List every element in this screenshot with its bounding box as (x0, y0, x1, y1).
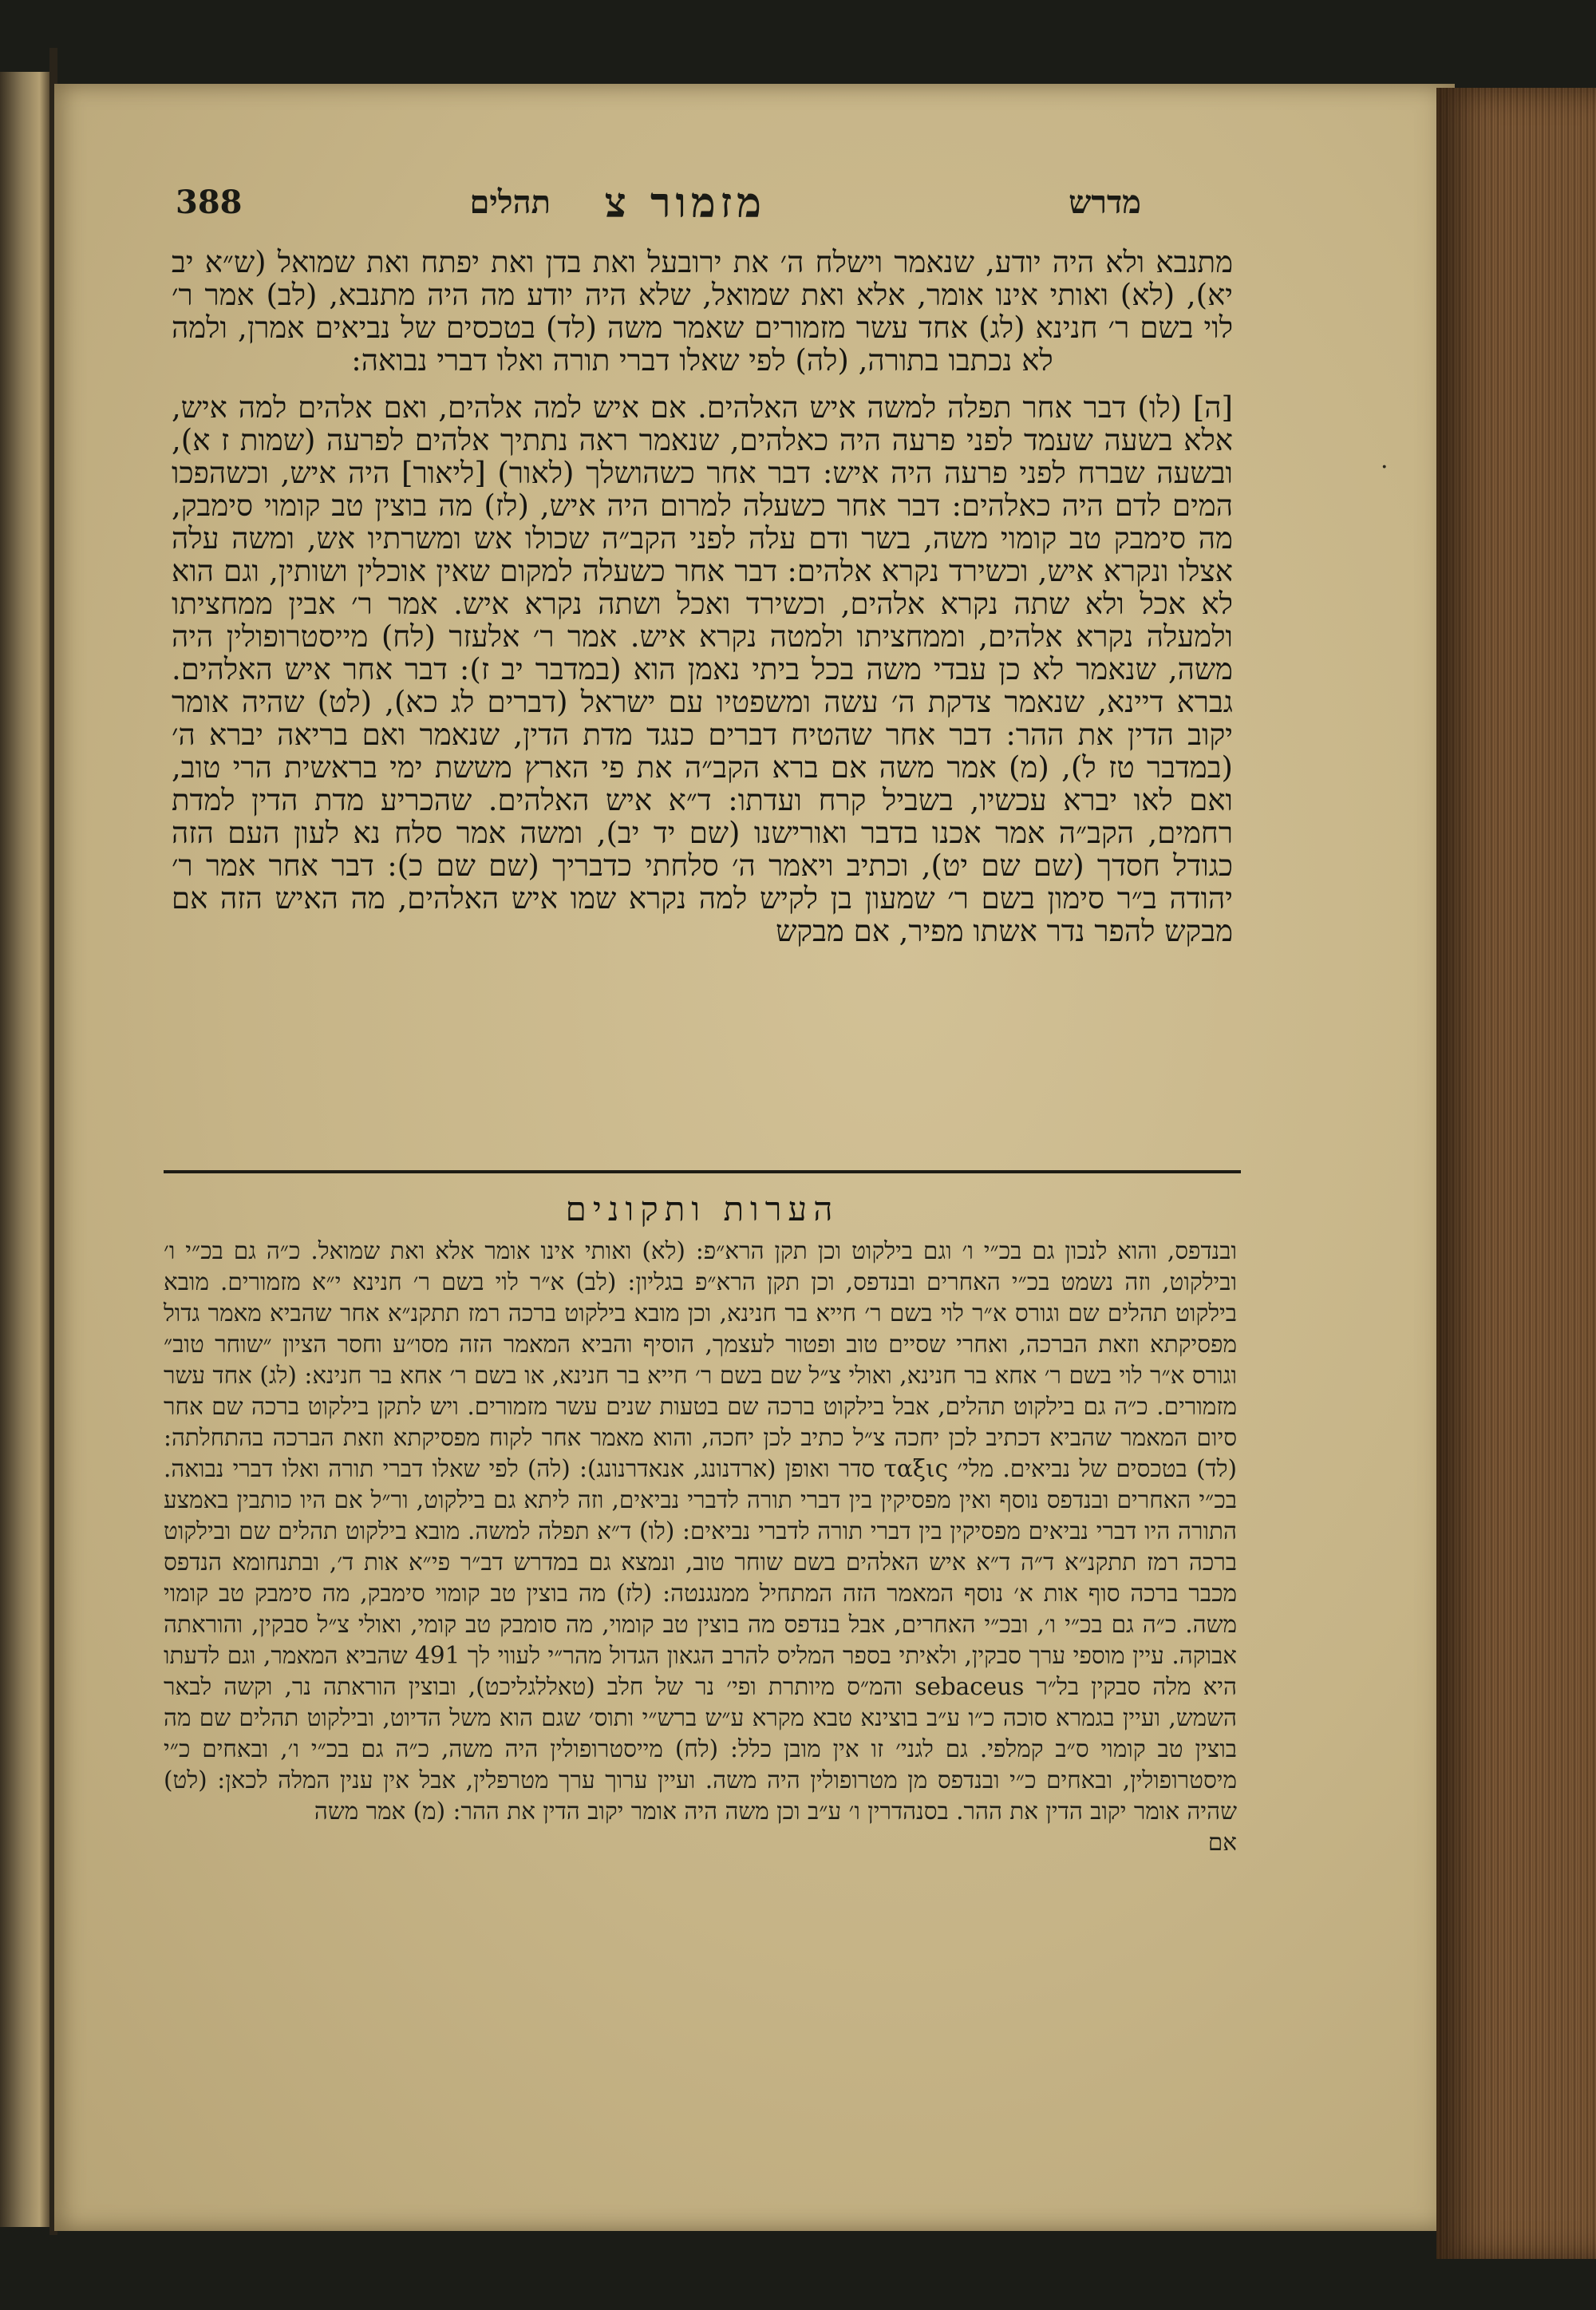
header-psalm-title: מזמור צ (604, 179, 766, 227)
section-divider-rule (164, 1170, 1241, 1173)
notes-catchword: אם (1207, 1829, 1237, 1856)
main-text-body (172, 246, 1233, 962)
main-paragraph-2: [ה] (לו) דבר אחר תפלה למשה איש האלהים. אם איש למה אלהים, ואם אלהים למה איש, אלא בשעה שעמד לפני פרעה היה כאלהים, שנאמר ראה נתתיך אלהים לפרעה (שמות ז א), ובשעה שברח לפני פרעה היה איש: דבר אחר כשהושלך (לאור) [ליאור] היה איש, וכשהפכו המים לדם היה כאלהים: דבר אחר כשעלה למרום היה איש, (לז) מה בוצין טב קומוי סימבק, מה סימבק טב קומוי משה, בשר ודם עלה לפני הקב״ה שכולו אש ומשרתיו אש, ומשה עלה אצלו ונקרא איש, וכשירד נקרא אלהים: דבר אחר כשעלה למקום שאין אוכלין ושותין, וגם הוא לא אכל ולא שתה נקרא אלהים, וכשירד ואכל ושתה נקרא איש. אמר ר׳ אבין ממחציתו ולמעלה נקרא אלהים, וממחציתו ולמטה נקרא איש. אמר ר׳ אלעזר (לח) מייסטרופולין היה משה, שנאמר לא כן עבדי משה בכל ביתי נאמן הוא (במדבר יב ז): דבר אחר איש האלהים. גברא דיינא, שנאמר צדקת ה׳ עשה ומשפטיו עם ישראל (דברים לג כא), (לט) שהיה אומר יקוב הדין את ההר: דבר אחר שהטיח דברים כנגד מדת הדין, שנאמר ואם בריאה יברא ה׳ (במדבר טז ל), (מ) אמר משה אם ברא הקב״ה את פי הארץ מששת ימי בראשית הרי טוב, ואם לאו יברא עכשיו, בשביל קרח ועדתו: ד״א איש האלהים. שהכריע מדת הדין למדת רחמים, הקב״ה אמר אכנו בדבר ואורישנו (שם יד יב), ומשה אמר סלח נא לעון העם הזה כגודל חסדך (שם שם יט), וכתיב ויאמר ה׳ סלחתי כדבריך (שם שם כ): דבר אחר אמר ר׳ יהודה ב״ר סימון בשם ר׳ שמעון בן לקיש למה נקרא שמו איש האלהים, מה האיש הזה אם מבקש להפר נדר אשתו מפיר, אם מבקש (172, 390, 1233, 948)
page-number: 388 (176, 184, 243, 221)
previous-page-edge (0, 72, 49, 2227)
header-midrash-title: מדרש (1069, 184, 1141, 221)
main-paragraph-1: מתנבא ולא היה יודע, שנאמר וישלח ה׳ את ירובעל ואת בדן ואת יפתח ואת שמואל (ש״א יב יא), (לא) ואותי אינו אומר, אלא ואת שמואל, שלא היה יודע מה היה מתנבא, (לב) אמר ר׳ לוי בשם ר׳ חנינא (לג) אחד עשר מזמורים שאמר משה (לד) בטכסים של נביאים אמרן, ולמה לא נכתבו בתורה, (לה) לפי שאלו דברי תורה ואלו דברי נבואה: (172, 245, 1233, 378)
notes-heading: הערות ותקונים (565, 1189, 839, 1228)
page-stack-edge (1436, 88, 1596, 2259)
notes-text: ובנדפס, והוא לנכון גם בכ״י ו׳ וגם בילקוט וכן תקן הרא״פ: (לא) ואותי אינו אומר אלא ואת שמואל. כ״ה גם בכ״י ו׳ ובילקוט, וזה נשמט בכ״י האחרים ובנדפס, וכן תקן הרא״פ בגליון: (לב) א״ר לוי בשם ר׳ חנינא י״א מזמורים. מובא בילקוט תהלים שם וגורס א״ר לוי בשם ר׳ חייא בר חנינא, וכן מובא בילקוט ברכה רמז תתקנ״א אחר שהביא מאמר גדול מפסיקתא וזאת הברכה, ואחרי שסיים טוב ופטור לעצמך, הוסיף והביא המאמר הזה מסו״ע וחסר הציון ״שוחר טוב״ וגורס א״ר לוי בשם ר׳ אחא בר חנינא, ואולי צ״ל שם בשם ר׳ חייא בר חנינא, או בשם ר׳ אחא בר חנינא: (לג) אחד עשר מזמורים. כ״ה גם בילקוט תהלים, אבל בילקוט ברכה שם בטעות שנים עשר מזמורים. ויש לתקן בילקוט ברכה שם אחר סיום המאמר שהביא דכתיב לכן יחכה צ״ל כתיב לכן יחכה, והוא מאמר אחר לקוח מפסיקתא וזאת הברכה בהתחלתה: (לד) בטכסים של נביאים. מלי׳ ταξις סדר ואופן (ארדנונג, אנאדרנונג): (לה) לפי שאלו דברי תורה ואלו דברי נבואה. בכ״י האחרים ובנדפס נוסף ואין מפסיקין בין דברי תורה לדברי נביאים, וזה ליתא גם בילקוט, ור״ל אם היו כותבין באמצע התורה היו דברי נביאים מפסיקין בין דברי תורה לדברי נביאים: (לו) ד״א תפלה למשה. מובא בילקוט תהלים שם ובילקוט ברכה רמז תתקנ״א ד״ה ד״א איש האלהים בשם שוחר טוב, ונמצא גם במדרש דב״ר פי״א אות ד׳, ובתנחומא הנדפס מכבר ברכה סוף אות א׳ נוסף המאמר הזה המתחיל ממנגנטה: (לז) מה בוצין טב קומוי סימבק, מה סימבק טב קומוי משה. כ״ה גם בכ״י ו׳, ובכ״י האחרים, אבל בנדפס מה בוצין טב קומוי, מה סומבק טב קומי, ואולי צ״ל סבקין, והוראתה אבוקה. עיין מוספי ערך סבקין, ולאיתי בספר המליס להרב הגאון הגדול מהר״י לעווי לך 491 שהביא המאמר, וגם לדעתו היא מלה סבקין בל״ר sebaceus והמ״ס מיותרת ופי׳ נר של חלב (טאללגליכט), ובוצין הוראתה נר, וקשה לבאר השמש, ועיין בגמרא סוכה כ״ו ע״ב בוצינא טבא מקרא ע״ש ברש״י ותוס׳ שגם הוא משל הדיוט, ובילקוט תהלים שם מה בוצין טב קומוי ס״ב קמלפי. גם לגני׳ זו אין מובן כלל: (לח) מייסטרופולין היה משה, כ״ה גם בכ״י ו׳, ובאחים כ״י מיסטרופולין, ובאחים כ״י ובנדפס מן מטרופולין היה משה. ועיין ערוך ערך מטרפלין, אבל אין ענין המלה לכאן: (לט) שהיה אומר יקוב הדין את ההר. בסנהדרין ו׳ ע״ב וכן משה היה אומר יקוב הדין את ההר: (מ) אמר משה (164, 1237, 1238, 1825)
header-book-title: תהלים (469, 184, 551, 221)
running-header (176, 179, 1237, 239)
margin-mark: · (1381, 453, 1389, 481)
notes-body (164, 1236, 1237, 1858)
